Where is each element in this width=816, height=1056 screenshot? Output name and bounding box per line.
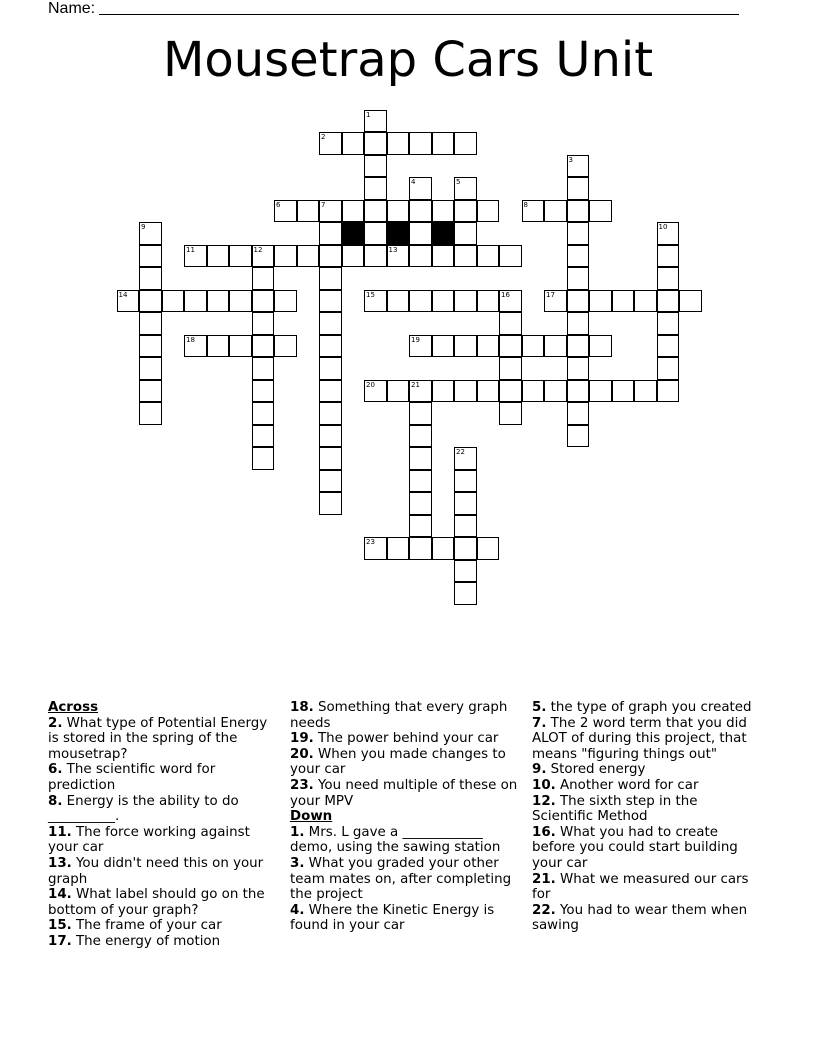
crossword-cell[interactable] [567,200,590,223]
crossword-cell[interactable] [454,447,477,470]
crossword-cell[interactable] [432,335,455,358]
clue-text: What label should go on the bottom of your graph? [48,887,265,918]
crossword-cell[interactable] [454,200,477,223]
clue-number: 22 [456,448,465,456]
crossword-cell[interactable] [409,447,432,470]
crossword-cell[interactable] [567,335,590,358]
clue-number: 3. [290,855,305,871]
across-clue [48,794,273,825]
crossword-cell[interactable] [499,380,522,403]
clue-number: 2 [321,133,326,141]
clue-number: 19. [290,731,314,747]
crossword-cell[interactable] [657,267,680,290]
across-clue [48,934,273,950]
clue-text: The 2 word term that you did ALOT of during this project, that means "figuring things out" [532,715,747,762]
crossword-cell[interactable] [297,245,320,268]
crossword-cell[interactable] [139,312,162,335]
crossword-cell[interactable] [432,200,455,223]
down-clue [532,716,762,763]
crossword-cell[interactable] [432,537,455,560]
clue-number: 18. [290,700,314,715]
crossword-cell[interactable] [454,560,477,583]
clue-number: 19 [411,335,420,344]
crossword-cell[interactable] [139,402,162,425]
crossword-cell[interactable] [454,335,477,358]
crossword-cell[interactable] [364,110,387,133]
across-heading: Across [48,700,99,715]
crossword-cell[interactable] [139,222,162,245]
crossword-cell[interactable] [679,290,702,313]
crossword-cell[interactable] [139,357,162,380]
crossword-cell[interactable] [612,290,635,313]
crossword-cell[interactable] [409,380,432,403]
crossword-cell[interactable] [544,380,567,403]
clue-text: Something that every graph needs [290,700,508,731]
across-clue [290,778,518,809]
clue-number: 6 [276,200,281,209]
crossword-cell[interactable] [274,245,297,268]
across-clue [48,716,273,763]
clue-number: 8 [523,200,528,209]
crossword-cell[interactable] [409,290,432,313]
crossword-cell[interactable] [544,200,567,223]
crossword-cell[interactable] [207,290,230,313]
clue-number: 10 [658,223,668,231]
crossword-cell[interactable] [432,132,455,155]
crossword-cell[interactable] [409,515,432,538]
crossword-cell[interactable] [409,335,432,358]
down-clue [532,778,762,794]
crossword-cell[interactable] [342,132,365,155]
clue-number: 17. [48,933,72,949]
crossword-cell[interactable] [499,290,522,313]
down-clue-list-cont [532,700,762,934]
crossword-cell[interactable] [252,357,275,380]
crossword-cell[interactable] [499,402,522,425]
clue-number: 16. [532,824,556,840]
clue-number: 15 [366,290,375,299]
crossword-cell[interactable] [409,200,432,223]
clue-number: 14 [118,290,128,299]
crossword-cell[interactable] [454,515,477,538]
crossword-cell[interactable] [589,200,612,223]
crossword-cell[interactable] [477,245,500,268]
crossword-cell[interactable] [612,380,635,403]
crossword-cell[interactable] [364,537,387,560]
crossword-cell[interactable] [319,335,342,358]
crossword-cell[interactable] [364,200,387,223]
crossword-cell[interactable] [319,492,342,515]
clue-number: 22. [532,902,556,918]
crossword-cell[interactable] [432,290,455,313]
across-clue-list-cont [290,700,518,809]
crossword-cell[interactable] [567,357,590,380]
crossword-cell[interactable] [454,492,477,515]
crossword-cell[interactable] [544,290,567,313]
crossword-cell[interactable] [319,357,342,380]
crossword-cell[interactable] [319,470,342,493]
crossword-cell[interactable] [252,267,275,290]
clue-text: The power behind your car [313,731,499,747]
clue-text: You had to wear them when sawing [532,902,748,934]
clue-column-2 [290,700,518,934]
crossword-cell[interactable] [364,177,387,200]
crossword-cell[interactable] [454,290,477,313]
clue-number: 18 [186,335,195,344]
crossword-cell[interactable] [657,335,680,358]
clue-column-3 [532,700,762,934]
crossword-cell[interactable] [229,290,252,313]
crossword-cell[interactable] [342,200,365,223]
crossword-cell[interactable] [409,470,432,493]
down-clue [532,903,762,934]
crossword-cell[interactable] [657,290,680,313]
down-clue-list [290,825,518,934]
clue-text: Energy is the ability to do __________. [48,793,239,825]
clue-text: Mrs. L gave a ____________ demo, using the sawing station [290,824,501,856]
crossword-cell[interactable] [589,290,612,313]
crossword-cell[interactable] [252,380,275,403]
across-clue [48,825,273,856]
crossword-cell[interactable] [319,267,342,290]
across-clue-list [48,716,273,950]
crossword-cell[interactable] [409,132,432,155]
down-clue [290,856,518,903]
crossword-cell[interactable] [139,245,162,268]
crossword-cell[interactable] [544,335,567,358]
crossword-cell[interactable] [477,380,500,403]
crossword-cell[interactable] [274,200,297,223]
crossword-cell[interactable] [252,402,275,425]
clue-number: 8. [48,793,63,809]
crossword-cell[interactable] [274,335,297,358]
crossword-cell[interactable] [139,380,162,403]
crossword-cell[interactable] [499,357,522,380]
clue-text: When you made changes to your car [290,746,506,778]
crossword-cell[interactable] [409,222,432,245]
clue-number: 13 [388,245,398,254]
clue-number: 15. [48,918,72,934]
clue-text: What type of Potential Energy is stored in the spring of the mousetrap? [48,715,268,762]
down-clue [532,825,762,872]
across-clue [290,700,518,731]
crossword-cell[interactable] [454,177,477,200]
crossword-cell[interactable] [387,132,410,155]
clue-number: 7. [532,715,547,731]
crossword-cell[interactable] [657,380,680,403]
crossword-cell[interactable] [567,290,590,313]
crossword-cell[interactable] [139,335,162,358]
clue-text: the type of graph you created [546,700,752,715]
crossword-cell[interactable] [229,245,252,268]
crossword-cell[interactable] [409,537,432,560]
black-square [342,222,365,245]
crossword-cell[interactable] [184,290,207,313]
crossword-cell[interactable] [387,380,410,403]
crossword-cell[interactable] [319,132,342,155]
crossword-cell[interactable] [319,447,342,470]
crossword-cell[interactable] [342,245,365,268]
crossword-cell[interactable] [139,267,162,290]
crossword-cell[interactable] [274,290,297,313]
crossword-cell[interactable] [477,335,500,358]
crossword-cell[interactable] [634,380,657,403]
crossword-cell[interactable] [454,245,477,268]
clue-text: The sixth step in the Scientific Method [532,793,698,825]
crossword-cell[interactable] [319,245,342,268]
crossword-cell[interactable] [567,177,590,200]
crossword-cell[interactable] [567,155,590,178]
down-clue [290,825,518,856]
crossword-cell[interactable] [319,380,342,403]
crossword-cell[interactable] [567,267,590,290]
clue-number: 23 [366,538,375,546]
crossword-cell[interactable] [319,312,342,335]
name-label: Name: [48,0,96,17]
crossword-cell[interactable] [454,132,477,155]
crossword-cell[interactable] [454,470,477,493]
crossword-cell[interactable] [499,312,522,335]
crossword-cell[interactable] [454,582,477,605]
crossword-cell[interactable] [252,447,275,470]
crossword-cell[interactable] [432,245,455,268]
crossword-cell[interactable] [567,245,590,268]
clue-text: The force working against your car [48,824,250,856]
clue-text: Another word for car [555,777,699,793]
crossword-cell[interactable] [364,222,387,245]
crossword-cell[interactable] [229,335,252,358]
across-clue [290,731,518,747]
clue-number: 20 [366,380,375,389]
clue-text: What you graded your other team mates on, after completing the project [290,855,512,903]
crossword-cell[interactable] [364,155,387,178]
clue-number: 10. [532,777,556,793]
clue-number: 4. [290,902,305,918]
down-clue [532,700,762,716]
crossword-cell[interactable] [319,425,342,448]
crossword-cell[interactable] [207,245,230,268]
crossword-cell[interactable] [409,177,432,200]
down-clue [532,872,762,903]
crossword-cell[interactable] [297,200,320,223]
down-clue [290,903,518,934]
crossword-cell[interactable] [657,245,680,268]
clue-number: 5 [456,178,461,186]
crossword-cell[interactable] [319,200,342,223]
down-clue [532,762,762,778]
crossword-cell[interactable] [522,335,545,358]
crossword-cell[interactable] [252,425,275,448]
clue-number: 20. [290,746,314,762]
down-clue [532,794,762,825]
black-square [432,222,455,245]
clue-text: The energy of motion [71,933,221,949]
down-heading: Down [290,809,333,825]
crossword-cell[interactable] [319,222,342,245]
clue-number: 3 [568,155,573,164]
crossword-cell[interactable] [522,200,545,223]
crossword-cell[interactable] [454,380,477,403]
crossword-cell[interactable] [567,380,590,403]
crossword-cell[interactable] [162,290,185,313]
page-title: Mousetrap Cars Unit [162,32,654,88]
crossword-cell[interactable] [319,402,342,425]
clue-number: 1 [366,110,371,119]
clue-number: 21. [532,871,556,887]
crossword-cell[interactable] [364,132,387,155]
clue-number: 12. [532,793,556,809]
crossword-cell[interactable] [522,380,545,403]
clue-number: 21 [411,380,420,389]
crossword-cell[interactable] [454,222,477,245]
crossword-cell[interactable] [567,402,590,425]
across-clue [48,887,273,918]
crossword-cell[interactable] [477,537,500,560]
crossword-cell[interactable] [387,290,410,313]
crossword-cell[interactable] [499,335,522,358]
crossword-cell[interactable] [364,245,387,268]
crossword-cell[interactable] [117,290,140,313]
crossword-cell[interactable] [252,245,275,268]
clue-number: 17 [546,290,555,299]
clue-text: You need multiple of these on your MPV [290,777,518,809]
crossword-cell[interactable] [409,425,432,448]
crossword-cell[interactable] [477,290,500,313]
crossword-cell[interactable] [409,402,432,425]
clue-text: The frame of your car [71,918,222,934]
clue-number: 16 [501,290,510,299]
crossword-cell[interactable] [139,290,162,313]
crossword-cell[interactable] [252,335,275,358]
crossword-cell[interactable] [567,312,590,335]
crossword-cell[interactable] [657,312,680,335]
crossword-cell[interactable] [409,492,432,515]
crossword-cell[interactable] [184,335,207,358]
crossword-cell[interactable] [364,380,387,403]
crossword-cell[interactable] [319,290,342,313]
clue-number: 13. [48,855,72,871]
crossword-cell[interactable] [364,290,387,313]
crossword-cell[interactable] [589,335,612,358]
crossword-cell[interactable] [252,290,275,313]
clue-number: 12 [253,245,263,254]
clue-number: 6. [48,762,63,778]
clue-number: 23. [290,777,314,793]
crossword-cell[interactable] [657,222,680,245]
crossword-cell[interactable] [477,200,500,223]
across-clue [48,762,273,793]
clue-text: The scientific word for prediction [48,762,216,793]
across-clue [48,856,273,887]
clue-text: You didn't need this on your graph [48,855,264,887]
crossword-cell[interactable] [499,245,522,268]
clue-number: 9 [141,223,146,231]
crossword-cell[interactable] [454,537,477,560]
clue-text: Stored energy [546,762,646,778]
clue-number: 5. [532,700,547,715]
crossword-cell[interactable] [567,222,590,245]
clue-number: 1. [290,824,305,840]
crossword-cell[interactable] [184,245,207,268]
clue-number: 14. [48,887,72,903]
clue-text: What you had to create before you could start building your car [532,824,738,871]
clue-text: Where the Kinetic Energy is found in your car [290,902,495,934]
clue-number: 2. [48,715,63,731]
clue-number: 11 [186,245,195,254]
crossword-cell[interactable] [589,380,612,403]
crossword-cell[interactable] [657,357,680,380]
crossword-cell[interactable] [634,290,657,313]
across-clue [48,918,273,934]
clue-number: 11. [48,824,72,840]
crossword-cell[interactable] [252,312,275,335]
clue-column-1 [48,700,273,950]
clue-text: What we measured our cars for [532,871,749,903]
crossword-cell[interactable] [207,335,230,358]
crossword-cell[interactable] [409,245,432,268]
clue-number: 4 [411,178,416,186]
crossword-cell[interactable] [432,380,455,403]
crossword-cell[interactable] [567,425,590,448]
crossword-cell[interactable] [387,245,410,268]
clue-number: 7 [321,200,326,209]
crossword-cell[interactable] [387,537,410,560]
clue-number: 9. [532,762,547,778]
black-square [387,222,410,245]
across-clue [290,747,518,778]
crossword-cell[interactable] [387,200,410,223]
